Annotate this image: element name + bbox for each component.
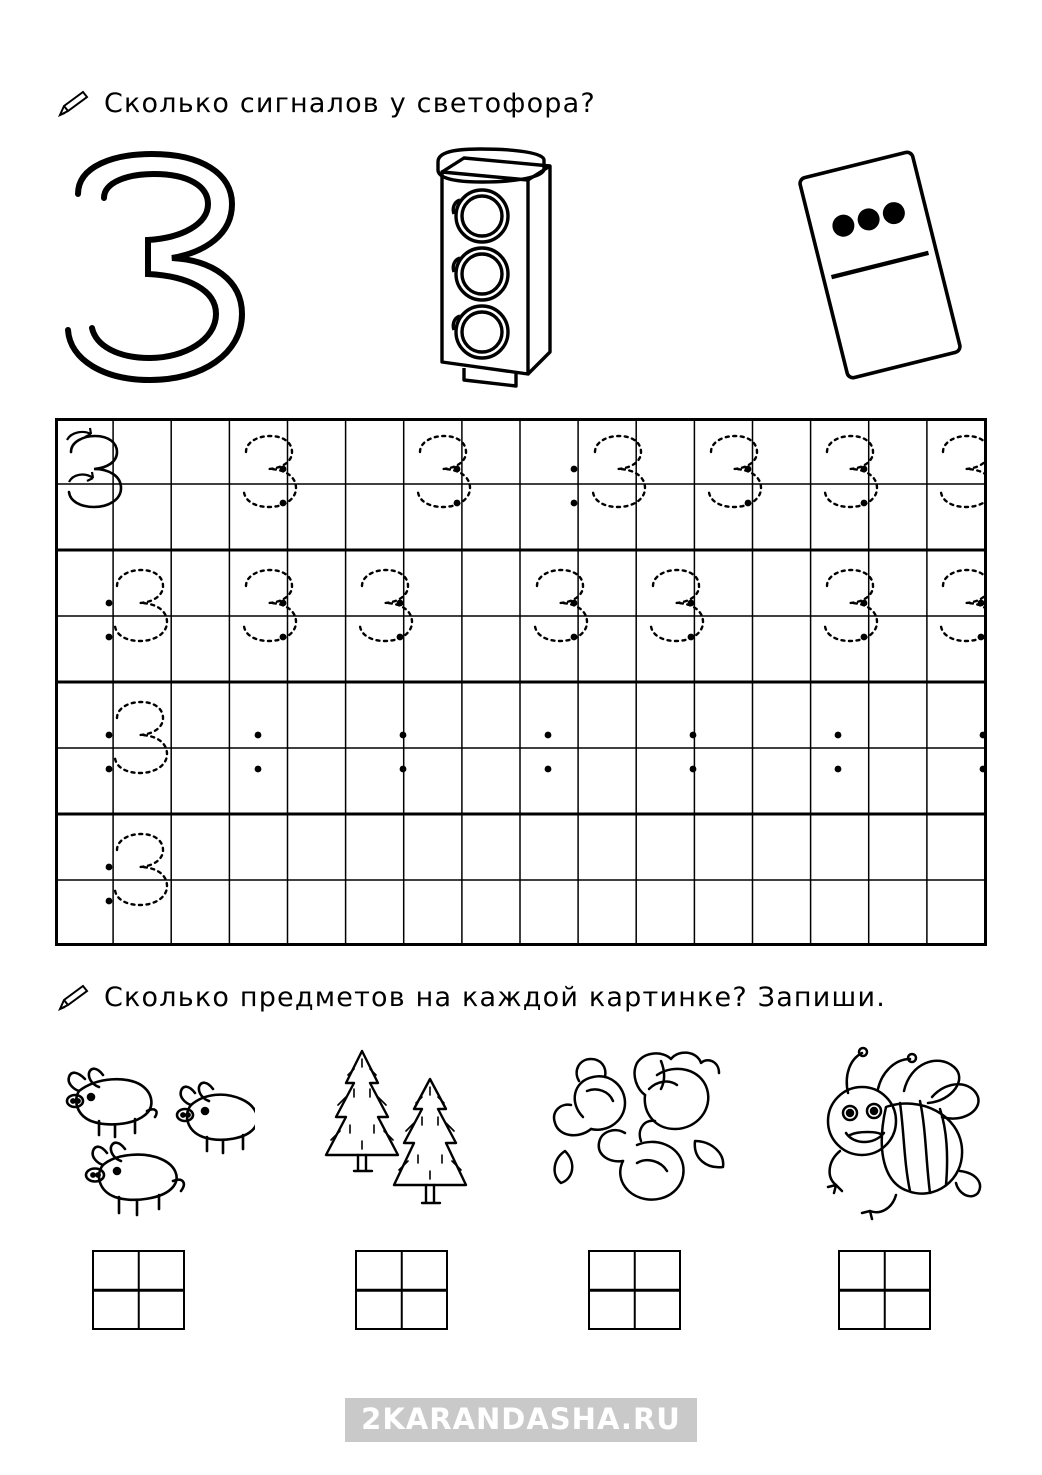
picture-pigs [55,1045,255,1230]
big-number-three [60,148,250,393]
answer-box-pigs[interactable] [92,1250,185,1330]
domino-tile [770,150,990,385]
pencil-icon [56,983,90,1013]
answer-row [0,1250,1042,1340]
watermark-text: 2KARANDASHA.RU [345,1398,697,1442]
task-2-heading [56,982,886,1013]
footer [0,1398,1042,1442]
tracing-grid [55,418,987,946]
picture-bee [800,1045,990,1230]
traffic-light [420,140,590,393]
picture-trees [310,1045,490,1235]
answer-box-nuts[interactable] [588,1250,681,1330]
answer-box-bee[interactable] [838,1250,931,1330]
task-2-text: Сколько предметов на каждой картинке? Запиши. [104,982,886,1013]
hero-row [0,140,1042,395]
task-1-text: Сколько сигналов у светофора? [104,88,596,119]
task-1-heading [56,88,596,119]
picture-nuts [545,1045,735,1225]
picture-row [0,1035,1042,1235]
pencil-icon [56,89,90,119]
answer-box-trees[interactable] [355,1250,448,1330]
